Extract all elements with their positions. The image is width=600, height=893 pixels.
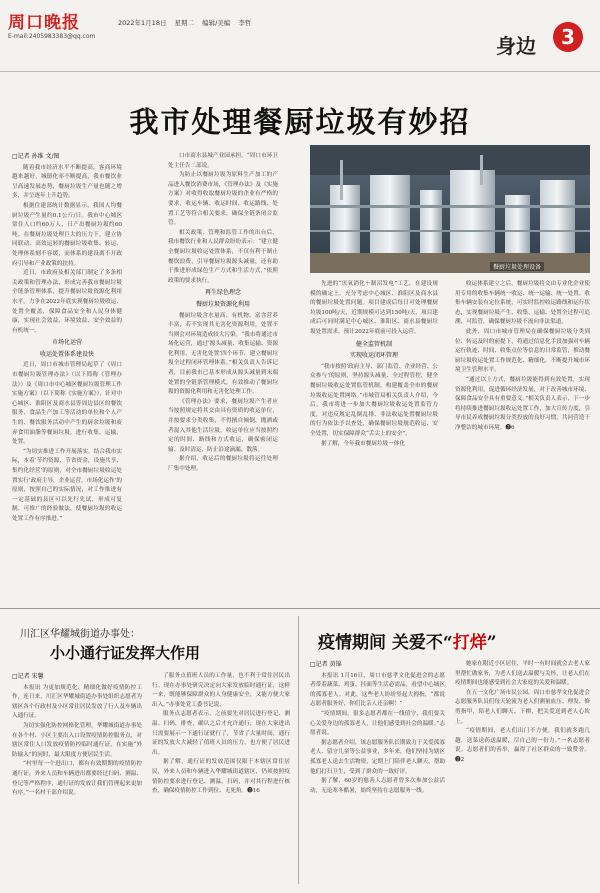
article3-headline-highlight: 打烊 [452,633,487,653]
paragraph: “通过以上方式，餐厨垃圾能得到有效处置，实现资源化利用，促进循环经济发展，对于改善城市环境、保障食品安全具有重要意义。”相关负责人表示，下一步将持续推进餐厨垃圾收运处置工作，加大宣传力度，引导市民养成餐厨垃圾分类投放的良好习惯，共同营造干净整洁的城市环境。❷6 [455,376,590,431]
paragraph: 根据住建部统计数据显示，我国人均餐厨垃圾产生量约0.1公斤/日。我市中心城区常住人口约60万人，日产出餐厨垃圾约60吨。在餐厨垃圾处理巨大的压力下，建立协同联动、高效运转的餐厨垃圾收集、转运、处理体系刻不容缓，而体系的建设离不开政府引导和产业政策的扶持。 [12,202,122,267]
paragraph: 她家在附近小区居住，平时一有时间就会去老人家里帮忙做家务，为老人们送去温暖与关怀，让老人们在疫情期间也能感受到社会大家庭的关爱和温暖。 [455,661,590,687]
article2-kicker: 川汇区华耀城街道办事处： [20,629,140,640]
article-photo [310,145,590,273]
article3-headline-pre: 疫情期间 关爱不“ [318,633,453,653]
subheading: 市场化运营 [51,339,82,347]
paragraph: “疫情期间，老人们出门不方便，我们就多跑几趟，送菜送药送温暖，尽自己的一份力。”一名志愿者说。志愿者们的善举，赢得了社区群众的一致赞誉。❷2 [455,728,590,763]
article1-byline: □记者 孙维 文/图 [12,153,60,160]
header-date: 2022年1月18日 [118,19,167,27]
paragraph: 在五一文化广场市民公园，周口市慈孝文化促进会志愿服务队员们每天轮流为老人们测量血压、理发、修剪指甲，陪老人们聊天、下棋，把关爱送到老人心坎上。 [455,689,590,725]
article2-headline: 小小通行证发挥大作用 [50,644,201,662]
paragraph: “我市按照‘政府主导、部门监管、企业经营、公众参与’的原则，坚持源头减量、全过程管控，健全餐厨垃圾收运处置监管机制，构建覆盖全市的餐厨垃圾收运处置网络。”市城管局相关负责人介绍，今后，我市将进一步加大餐厨垃圾收运处置监管力度，对违反规定乱倒乱排、非法收运处置餐厨垃圾的行为依法予以查处，确保餐厨垃圾规范收运、安全处置，切实保障群众“舌尖上的安全”。 [310,363,438,437]
article2-column-1 [12,672,142,884]
photo-caption: 餐厨垃圾处理设备 [490,262,544,271]
section-divider [0,608,600,609]
article2-byline: □记者 宋馨 [12,673,44,680]
subheading: 健全监管机制 [355,340,392,348]
article1-column-2 [168,152,278,602]
paragraph: 据了解，今年我市餐厨垃圾一体化 [321,440,405,447]
subheading: 实现收运闭环管理 [349,352,398,360]
paragraph: 《管理办法》要求，餐厨垃圾产生者应当按照规定将其交由具有资质的收运单位，并按要求分类收集，不得擅自倾倒、抛洒或者混入其他生活垃圾。收运单位应当按照约定的时间、路线和方式收运，确保密闭运输、及时清运，防止沿途滴漏、散落。 [168,398,278,453]
paragraph: 收运体系建立之后，餐厨垃圾将交由专业化企业使用专用的收集车辆统一收运、统一运输、统一处置。收集车辆安装有定位系统，可实时监控收运路线和运行状态，实现餐厨垃圾产生、收集、运输、处置全过程可追溯、可监管，确保餐厨垃圾不流向非法渠道。 [455,281,590,326]
article3-column-2 [455,660,590,884]
paragraph: 据了解，60岁的慈善人志愿者曾多次参加公益活动，无论寒冬酷暑，始终坚持在志愿服务一线。 [310,778,445,794]
paragraph: 本报讯 1月16日，周口市慈孝文化促进会的志愿者带着蔬菜、鸡蛋、挂面等生活必需品，看望中心城区的孤寡老人。对此，这些老人纷纷竖起大拇指，“都说志愿者服务好，你们比亲人还亲啊！” [310,672,445,708]
header-weekday: 星期二 [174,19,195,27]
article1-column-3 [310,280,438,602]
paragraph: 随着我市经济水平不断提高，客商环境越来越好，城镇化率不断提高，我市餐饮业呈高速发展态势，餐厨垃圾生产量也随之增多，并呈逐年上升趋势。 [12,164,122,200]
paragraph: 据志愿者介绍，该志愿服务队长期致力于关爱孤寡老人、留守儿童等公益事业，多年来，他们坚持为辖区孤寡老人送去生活物资，定期上门陪伴老人聊天，帮助他们打扫卫生，受到了群众的一致好评。 [310,739,445,775]
article3-byline: □记者 黄锦 [310,661,342,668]
article1-column-1 [12,152,122,602]
paragraph: “疫情期间，很多志愿者都在一线值守，我们要关心关爱身边的孤寡老人，让他们感受到社会的温暖。”志愿者说。 [310,710,445,737]
header-editor-name: 李哲 [238,19,252,27]
column-divider [298,616,299,884]
header-date-line [118,18,257,27]
paragraph: “为切实推进工作开展落实，结合我市实际，本着‘节约资源、节省资金，设施共享、集约化经营’的原则，对全市餐厨垃圾收运处置实行‘政府主导，企业运营，市场化运作’的原则，按照自己的实际情况，对工作推进有一定基础的县区可以先行先试，形成可复制、可推广的经验做法，使餐厨垃圾的收运处置工作有序推进。” [12,448,122,522]
paragraph: 为防止以餐厨垃圾为原料生产加工的产品进入餐饮消费市场，《管理办法》及《实施方案》对收得收取餐厨垃圾的企业有严格的要求，收运车辆、收运时间、收运路线、处置工艺等符合相关要求，确保全链条闭合监管。 [168,172,278,227]
subheading: 再生绿色理念 [204,289,241,297]
header-email: E-mail:2405983383@qq.com [8,33,96,40]
article3-headline [318,628,496,653]
paragraph: 相关政策、管理和监管工作的出台后，我市餐饮行业和人民群众纷纷表示：“建立健全餐厨垃圾收运处置体系，不仅有利于制止餐饮浪费，引导餐厨垃圾源头减量，还有助于推进形成绿色生产方式和生活方式，”依照政策的要求执行。 [168,229,278,284]
paragraph: 为切实强化防控网格化管理，华耀城街道办事处在各个村、小区主要出入口设置疫情防控服务点，对辖区常住人口发放疫情防控临时通行证，在实施“外防输入”的同时，最大限度方便居民生活。 [12,722,142,758]
header-editor-label: 编辑/美编 [202,19,231,27]
article3-headline-post: ” [486,633,497,653]
paragraph: 先进的“厌氧消化＋制沼发电”工艺，在建设规模的确定上，充分考虑中心城区、淮阳区及商水县的餐厨垃圾处置问题。项目建成后每日可处理餐厨垃圾100吨/天，近期规模可达到150吨/天，项目建成后可同时满足中心城区、淮阳区、商水县餐厨垃圾处置需求。预计2022年底前可投入运营。 [310,281,438,335]
paragraph: 据了解，通行证的发放范围仅限于本辖区常住居民，外来人员和车辆进入华耀城街道辖区，仍须按照疫情防控要求进行登记、测温、扫码，并对其行程进行核查，确保疫情防控工作到位、无死角。❷16 [152,759,290,795]
article2-column-2 [152,672,290,884]
paragraph: 本报讯 为更加规范化、精细化做好疫情防控工作，连日来，川汇区华耀城街道办事处组织志愿者为辖区各个行政村及小区常住居民发放了行人及车辆出入通行证。 [12,684,142,720]
paragraph: 据介绍，收运后的餐厨垃圾将运往处理厂集中处理。 [168,456,278,472]
paragraph: 服务点志愿者表示，之前要先对居民进行登记、测温、扫码，排查，确认之后才允许通行，现在大家进出只需要展示一下通行证就行了，节省了大量时间，通行证的发放大大减轻了值班人员的压力，也方便了居民进出。 [152,711,290,756]
page-header [0,0,600,72]
article1-column-4 [455,280,590,602]
subheading: 餐厨垃圾资源化利用 [195,300,250,308]
paragraph: 了服务点值班人员的工作量，也不利于常住居民出行。现在办事处研究决定向大家发放临时通行证，这样一来，既能够保障群众的人身健康安全，又能方便大家出入。”办事处党工委书记说。 [152,673,290,708]
equipment-illustration [310,145,590,273]
page-number-badge: 3 [553,22,583,52]
article3-column-1 [310,660,445,884]
section-title: 身边 [496,34,536,58]
paragraph: 此外，周口市城市管理局在确保餐厨垃圾分类到位、转运及时的前提下，将通过信息化手段加强对车辆运行轨迹、时间、收集点位等信息的日常监管，推动餐厨垃圾收运处置工作规范化、精细化，不断提升城市环境卫生管理水平。 [455,328,590,374]
paragraph: 近日，市政府及相关部门制定了多条相关政策和管理办法，形成完善我市餐厨垃圾全链条管理体系，提升餐厨垃圾资源化利用水平。力争在2022年底实现餐厨垃圾收运、处置全覆盖，保障食品安全和人民身体健康，实现社会效益、环境效益、安全效益的有机统一。 [12,270,122,334]
subheading: 收运处置体系建设快 [39,350,94,358]
newspaper-logo: 周口晚报 [8,13,80,33]
paragraph: “村里每一个进出口，都有有效期期的疫情防控通行证，外来人员和车辆进出都要经过扫码、测温、登记等严格程序，通行证的发放让我们管理起来更加有序。”一名村干部介绍说。 [12,761,142,797]
paragraph: 近日，周口市城市管理局起草了《周口市餐厨垃圾管理办法》（以下简称《管理办法》）及《周口市中心城区餐厨垃圾管理工作实施方案》（以下简称《实施方案》），针对中心城区、淮阳区及商水县等周边县区的餐饮服务、食品生产加工等活动的单位和个人产生的、餐饮服务活动中产生的厨余垃圾和废弃食用油脂等餐厨垃圾，进行收集、运输、处置。 [12,362,122,446]
paragraph: 餐厨垃圾含水量高、有机物、富含营养丰富，若不实现其无害化资源利用，处置不当则会对环境造成较大污染。“我市将通过市场化运营，通过‘源头减量、收集运输、资源化利用、无害化处置’四个环节，建立餐厨垃圾全过程闭环管理体系。”相关负责人告诉记者，目前我市已基本形成从源头减量到末端处置的全链条管理模式，有效推动了餐厨垃圾的资源化利用和无害化处理工作。 [168,312,278,396]
main-headline: 我市处理餐厨垃圾有妙招 [129,105,471,139]
paragraph: 口市商水县城产业园承担。“周口市环卫处主任告二部说。 [168,153,278,169]
